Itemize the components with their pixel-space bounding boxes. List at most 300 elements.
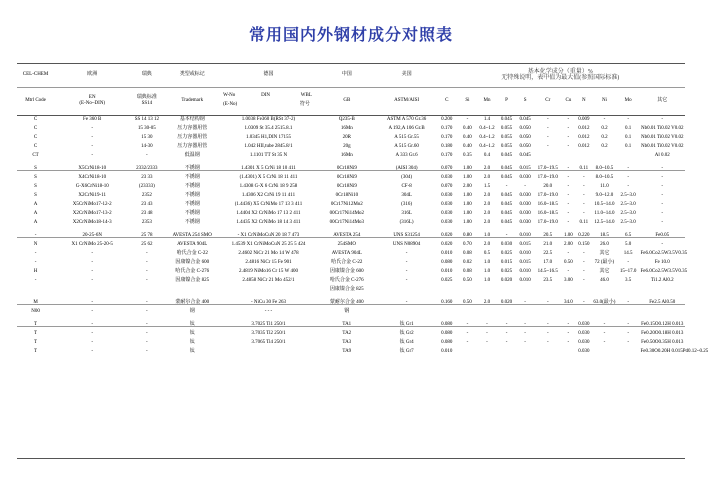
cell-c: 0.020: [441, 241, 453, 247]
cell-cu: [561, 307, 575, 316]
cell-ss14: (23333): [138, 183, 155, 189]
cell-code: N00: [31, 308, 40, 314]
header-type: 类型或标记: [179, 72, 205, 77]
header-wno: W-No: [223, 93, 236, 98]
cell-code: S: [34, 165, 37, 171]
cell-en: -: [91, 152, 94, 158]
cell-si: 0.02: [463, 259, 472, 265]
header-composition-note: 无特殊说明，表中值为最大值(参照国际标准): [501, 75, 620, 81]
header-wno-din-wbl: [221, 87, 316, 115]
cell-ni: -: [603, 339, 606, 345]
cell-other: -: [661, 183, 664, 189]
cell-ss14: [130, 285, 163, 294]
table-row: [17, 240, 685, 249]
cell-astm: -: [405, 268, 408, 274]
cell-cu: -: [567, 143, 570, 149]
cell-other: Al 0.02: [654, 152, 670, 158]
cell-si: -: [466, 339, 469, 345]
cell-n: 0.030: [578, 348, 590, 354]
cell-code: -: [34, 259, 37, 265]
cell-p: 0.015: [500, 259, 513, 265]
cell-cr: 21.0: [543, 241, 553, 247]
cell-s: 0.050: [519, 125, 531, 131]
cell-wno-din-wbl: (1.4301) X 5 CrNi 18 11 411: [239, 174, 298, 180]
cell-en: -: [91, 330, 94, 336]
cell-p: -: [505, 321, 508, 327]
cell-cr: [534, 307, 561, 316]
cell-n: -: [583, 268, 585, 274]
cell-gb: 00Cr17Ni14Mo2: [329, 210, 365, 216]
cell-en: -: [91, 250, 94, 256]
cell-en: -: [91, 125, 94, 131]
cell-ss14: -: [146, 321, 148, 327]
cell-s: 0.050: [519, 143, 531, 149]
cell-s: -: [524, 339, 526, 345]
cell-mo: 0.1: [625, 125, 632, 131]
cell-cr: 20.0: [543, 183, 553, 189]
cell-c: 0.180: [441, 143, 453, 149]
cell-s: 0.030: [519, 210, 531, 216]
cell-si: 1.00: [463, 210, 472, 216]
cell-en: -: [91, 277, 94, 283]
cell-trademark: 不锈钢: [184, 201, 200, 207]
cell-code: N: [33, 241, 38, 247]
cell-cu: -: [567, 165, 570, 171]
cell-astm: (304): [401, 174, 413, 180]
header-element-mo: Mo: [624, 98, 632, 103]
cell-c: 0.070: [441, 165, 453, 171]
cell-p: [497, 285, 516, 294]
cell-ni: -: [603, 330, 606, 336]
cell-mo: [617, 285, 640, 294]
cell-cr: -: [546, 330, 549, 336]
cell-ni: 其它: [599, 250, 610, 256]
cell-cu: -: [567, 174, 570, 180]
cell-mn: 0.4~1.2: [479, 125, 495, 131]
cell-wno-din-wbl: - X1 CrNiMoCuN 20 18 7 473: [237, 232, 300, 238]
cell-cr: [534, 151, 561, 160]
cell-ss14: 2353: [141, 219, 152, 225]
cell-cr: 20.5: [543, 232, 553, 238]
header-element-p: P: [505, 98, 508, 103]
header-cel-chem: CEL-CHEM: [22, 72, 49, 77]
cell-p: 0.045: [500, 210, 513, 216]
cell-n: -: [583, 299, 585, 305]
cell-ss14: -: [146, 152, 148, 158]
cell-code: T: [34, 321, 38, 327]
cell-wno-din-wbl: - - -: [264, 308, 273, 314]
cell-p: [497, 307, 516, 316]
cell-trademark: 哈氏合金 C-276: [175, 268, 210, 274]
cell-gb: TA9: [342, 348, 352, 354]
cell-c: 0.025: [441, 277, 453, 283]
cell-ni: [592, 285, 617, 294]
cell-s: 0.015: [519, 241, 531, 247]
cell-s: 0.010: [519, 277, 531, 283]
cell-si: [458, 307, 477, 316]
cell-si: 0.40: [463, 125, 472, 131]
table-row: [17, 298, 685, 307]
table-row: [17, 142, 685, 151]
table-row: [17, 191, 685, 200]
cell-code: T: [34, 330, 38, 336]
cell-mn: 2.0: [483, 165, 491, 171]
cell-trademark: 不锈钢: [184, 210, 200, 216]
cell-en: X2CrNiMo17-13-2: [72, 210, 112, 216]
cell-cu: [561, 151, 575, 160]
cell-ni: 12.5~14.0: [594, 219, 615, 225]
cell-cr: -: [546, 116, 549, 122]
cell-mo: 2.5~3.0: [620, 210, 636, 216]
header-element-n: N: [582, 98, 586, 103]
cell-cr: -: [546, 143, 549, 149]
cell-p: -: [505, 330, 508, 336]
group-divider-rule: [17, 304, 685, 305]
cell-s: [516, 307, 535, 316]
header-composition-title: 基本化学成分（重量）%: [527, 69, 593, 75]
cell-c: 0.170: [441, 125, 453, 131]
cell-cu: -: [567, 339, 570, 345]
cell-gb: 哈氏合金 C-22: [331, 259, 363, 265]
cell-cr: [534, 285, 561, 294]
cell-p: 0.045: [500, 219, 513, 225]
cell-code: M: [33, 299, 38, 305]
table-row: [17, 249, 685, 258]
cell-astm: 304L: [401, 192, 412, 198]
header-element-si: Si: [465, 98, 470, 103]
cell-mo: -: [627, 339, 629, 345]
cell-p: 0.045: [500, 201, 513, 207]
cell-n: -: [583, 259, 585, 265]
cell-code: S: [34, 174, 37, 180]
cell-trademark: 基本结构钢: [179, 116, 205, 122]
cell-si: -: [466, 321, 469, 327]
cell-mn: 2.0: [483, 192, 491, 198]
cell-code: -: [34, 250, 37, 256]
cell-astm: [378, 307, 436, 316]
cell-c: 0.200: [441, 116, 453, 122]
cell-ss14: 23 43: [141, 201, 153, 207]
cell-s: 0.030: [519, 201, 531, 207]
table-row: [17, 267, 685, 276]
header-trademark: Trademark: [181, 98, 204, 103]
cell-mn: -: [486, 339, 488, 345]
cell-trademark: 因康镍合金 600: [175, 259, 210, 265]
cell-mn: 0.4~1.2: [479, 143, 495, 149]
cell-code: C: [33, 116, 38, 122]
header-en: [54, 87, 130, 115]
cell-cu: [561, 347, 575, 356]
table-row: [17, 285, 685, 294]
cell-gb: AVESTA 254: [333, 232, 361, 238]
cell-cu: 3.00: [564, 277, 573, 283]
cell-code: C: [33, 134, 38, 140]
cell-ss14: -: [146, 277, 148, 283]
table-top-rule: [17, 63, 685, 64]
cell-code: CT: [32, 152, 39, 158]
cell-wno-din-wbl: 2.4819 NiMo16 Cr 15 W 400: [238, 268, 298, 274]
cell-p: -: [505, 339, 508, 345]
cell-c: 0.080: [441, 259, 453, 265]
header-divider-rule: [17, 87, 685, 88]
cell-trademark: 蒙耐尔合金 400: [175, 299, 210, 305]
cell-astm: -: [405, 299, 408, 305]
header-wbl-sub: 符号: [299, 102, 310, 107]
cell-n: 0.030: [578, 330, 590, 336]
table-row: [17, 218, 685, 227]
cell-s: 0.045: [519, 116, 531, 122]
cell-ni: 0.2: [601, 143, 608, 149]
cell-si: 1.00: [463, 165, 472, 171]
cell-gb: 因康镍合金 600: [329, 268, 364, 274]
cell-ni: -: [603, 321, 606, 327]
cell-c: 0.080: [441, 339, 453, 345]
cell-astm: 钛 Gr7: [399, 348, 414, 354]
cell-astm: A 192,A 106 Gr.B: [388, 125, 425, 131]
cell-p: 0.045: [500, 152, 513, 158]
cell-cu: -: [567, 116, 570, 122]
cell-n: -: [583, 210, 585, 216]
cell-mn: 0.4: [483, 152, 491, 158]
cell-wno-din-wbl: 1.0309 St 35.4 2515.8.1: [244, 125, 293, 131]
cell-n: [576, 285, 592, 294]
cell-gb: TA2: [342, 330, 352, 336]
cell-mo: 2.5~3.0: [620, 192, 636, 198]
header-element-cu: Cu: [565, 98, 572, 103]
cell-wno-din-wbl: 1.4435 X2 CrNiMo 18 14 3 411: [236, 219, 301, 225]
cell-ni: 10.5~14.0: [594, 201, 615, 207]
cell-wno-din-wbl: [221, 285, 316, 294]
cell-p: 0.030: [500, 241, 513, 247]
cell-s: -: [524, 183, 526, 189]
header-composition: [435, 63, 685, 87]
cell-wno-din-wbl: (1.4436) X5 CrNiMo 17 13 3 411: [234, 201, 303, 207]
cell-gb: 因康镍合金 825: [329, 286, 364, 292]
cell-cr: 14.5~16.5: [537, 268, 558, 274]
cell-mn: 1.0: [483, 259, 491, 265]
cell-code: C: [33, 143, 38, 149]
cell-en: 20-25-6N: [82, 232, 102, 238]
cell-cr: 23.5: [543, 277, 553, 283]
cell-c: 0.080: [441, 321, 453, 327]
cell-n: -: [583, 183, 585, 189]
cell-si: 1.00: [463, 219, 472, 225]
header-sweden: 瑞典: [141, 72, 152, 77]
cell-ss14: 25 78: [141, 232, 153, 238]
cell-trademark: 哈氏合金 C-22: [176, 250, 208, 256]
cell-c: 0.030: [441, 201, 453, 207]
cell-c: [435, 307, 458, 316]
cell-si: 2.00: [463, 183, 472, 189]
cell-mn: 2.0: [483, 210, 491, 216]
cell-ss14: -: [146, 250, 148, 256]
cell-p: -: [505, 183, 508, 189]
cell-s: [516, 285, 535, 294]
cell-cu: 1.00: [564, 232, 573, 238]
cell-mn: 2.0: [483, 201, 491, 207]
cell-n: -: [583, 250, 585, 256]
table-row: [17, 307, 685, 316]
cell-c: 0.170: [441, 152, 453, 158]
cell-astm: -: [405, 277, 408, 283]
cell-cr: 16.0~18.5: [537, 201, 558, 207]
cell-trademark: 钛: [189, 321, 195, 327]
cell-n: 0.012: [578, 134, 590, 140]
cell-ss14: 23 33: [141, 174, 153, 180]
cell-wno-din-wbl: 1.042 HII,tube 2845.8/1: [244, 143, 293, 149]
cell-other: [639, 307, 685, 316]
cell-mo: -: [627, 259, 629, 265]
table-row: [17, 258, 685, 267]
cell-cr: 17.0~19.0: [537, 174, 558, 180]
cell-wno-din-wbl: 1.4301 X 5 CrNi 18 10 411: [241, 165, 296, 171]
table-row: [17, 209, 685, 218]
cell-astm: 钛 Gr1: [399, 321, 414, 327]
cell-ss14: -: [146, 299, 148, 305]
header-mtrl-code: Mtrl Code: [25, 98, 46, 103]
cell-ss14: 23 48: [141, 210, 153, 216]
cell-s: 0.030: [519, 174, 531, 180]
cell-cr: 17.0~19.0: [537, 192, 558, 198]
cell-n: [576, 307, 592, 316]
table-row: [17, 182, 685, 191]
cell-cr: -: [546, 134, 549, 140]
cell-astm: (316): [401, 201, 413, 207]
cell-other: [639, 285, 685, 294]
cell-n: 0.11: [579, 165, 589, 171]
cell-p: 0.055: [500, 143, 513, 149]
cell-gb: 0Cr18Ni9: [336, 165, 357, 171]
cell-si: 0.80: [463, 232, 472, 238]
cell-gb: TA1: [342, 321, 352, 327]
cell-c: 0.030: [441, 219, 453, 225]
cell-si: [458, 347, 477, 356]
cell-en: X4CrNi18-10: [78, 174, 107, 180]
cell-en: X2CrNi19-11: [78, 192, 107, 198]
cell-c: [435, 285, 458, 294]
cell-mn: 0.4~1.2: [479, 134, 495, 140]
cell-si: 0.40: [463, 143, 472, 149]
cell-gb: 钢: [344, 308, 350, 314]
cell-mn: -: [486, 321, 488, 327]
cell-c: 0.030: [441, 174, 453, 180]
cell-cr: -: [546, 339, 549, 345]
cell-mo: 6.5: [625, 232, 632, 238]
table-row: [17, 276, 685, 285]
header-china: 中国: [341, 72, 352, 77]
cell-other: -: [661, 241, 664, 247]
cell-s: 0.030: [519, 219, 531, 225]
cell-s: 0.015: [519, 165, 531, 171]
cell-code: S: [34, 183, 37, 189]
cell-ni: 72 (最小): [594, 259, 615, 265]
cell-cu: -: [567, 134, 570, 140]
header-germany: 德国: [263, 72, 274, 77]
cell-trademark: 钢: [189, 308, 195, 314]
header-element-ni: Ni: [601, 98, 607, 103]
cell-ni: 18.5: [600, 232, 609, 238]
cell-ni: 8.0~10.5: [595, 165, 614, 171]
cell-n: -: [583, 277, 585, 283]
header-en-label: EN: [88, 95, 96, 100]
header-element-mn: Mn: [483, 98, 491, 103]
cell-astm: -: [405, 250, 408, 256]
cell-mn: [477, 307, 498, 316]
cell-mo: [617, 347, 640, 356]
cell-si: 0.40: [463, 134, 472, 140]
cell-p: 0.025: [500, 268, 513, 274]
cell-mo: 0.1: [625, 134, 632, 140]
cell-other: Nb0.01 Ti0.02 V0.02: [640, 143, 684, 149]
cell-cr: [534, 347, 561, 356]
cell-en: X5CrNiMo17-12-2: [72, 201, 112, 207]
cell-other: Nb0.01 Ti0.02 V0.02: [640, 125, 684, 131]
cell-wno-din-wbl: 3.7065 Ti4 250/1: [251, 339, 286, 345]
cell-mn: 2.0: [483, 241, 491, 247]
cell-code: A: [33, 201, 38, 207]
cell-s: -: [524, 330, 526, 336]
cell-code: -: [34, 232, 37, 238]
cell-en: [54, 285, 130, 294]
cell-ni: 8.0~10.5: [595, 174, 614, 180]
cell-cr: 22.5: [543, 250, 553, 256]
cell-cu: 34.0: [564, 299, 573, 305]
cell-si: 1.00: [463, 174, 472, 180]
cell-ni: 26.0: [600, 241, 609, 247]
cell-other: -: [661, 210, 664, 216]
cell-mo: 2.5~3.0: [620, 219, 636, 225]
cell-n: 0.009: [578, 116, 590, 122]
cell-cu: 0.50: [564, 259, 573, 265]
cell-ss14: -: [146, 339, 148, 345]
header-row-2: [17, 87, 685, 115]
header-ss14: SS14: [141, 101, 153, 106]
cell-s: 0.030: [519, 192, 531, 198]
cell-cu: -: [567, 219, 570, 225]
cell-other: -: [661, 116, 664, 122]
cell-trademark: 压力容器用管: [177, 125, 208, 131]
cell-cr: 17.0: [543, 259, 553, 265]
cell-en: -: [91, 259, 94, 265]
cell-trademark: [163, 285, 221, 294]
cell-wno-din-wbl: 2.4858 NiCr 21 Mo 452/1: [242, 277, 295, 283]
cell-mo: -: [627, 116, 629, 122]
cell-en: -: [91, 143, 94, 149]
cell-gb: 254SMO: [337, 241, 356, 247]
cell-wno-din-wbl: 1.4404 X2 CrNiMo 17 13 2 411: [236, 210, 301, 216]
cell-other: -: [661, 165, 664, 171]
table-row: [17, 329, 685, 338]
cell-other: Fe0.20O0.18H 0.013: [641, 330, 684, 336]
cell-en: X2CrNiMo18-14-3: [72, 219, 112, 225]
cell-cr: 16.0~18.5: [537, 210, 558, 216]
cell-ni: 63.0(最小): [593, 299, 616, 305]
cell-gb: 哈氏合金 C-276: [329, 277, 364, 283]
cell-c: 0.080: [441, 330, 453, 336]
table-row: [17, 347, 685, 356]
group-divider-rule: [17, 326, 685, 327]
table-row: [17, 151, 685, 160]
cell-mo: 14.5: [623, 250, 633, 256]
cell-other: -: [661, 219, 664, 225]
cell-mo: -: [627, 165, 629, 171]
cell-cu: -: [567, 321, 570, 327]
cell-wno-din-wbl: 3.7035 Ti2 250/1: [251, 330, 286, 336]
cell-astm: (316L): [399, 219, 414, 225]
cell-ni: 11.0~14.0: [594, 210, 615, 216]
table-row: [17, 200, 685, 209]
cell-code: T: [34, 348, 38, 354]
